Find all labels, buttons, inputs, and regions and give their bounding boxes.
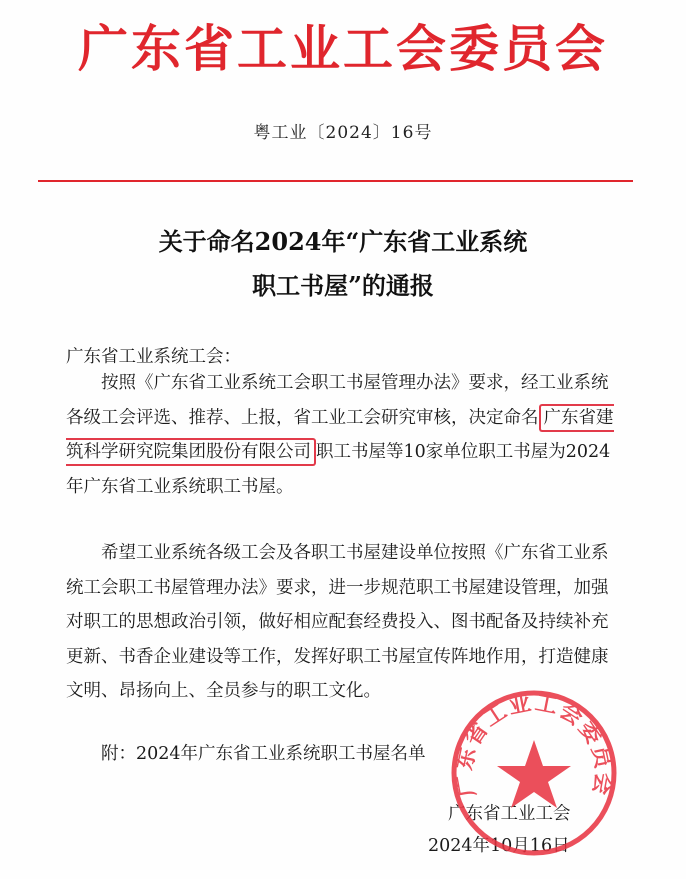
notice-title — [0, 220, 686, 308]
attachment-line: 附：2024年广东省工业系统职工书屋名单 — [101, 744, 426, 764]
document-header-organization: 广东省工业工会委员会 — [78, 20, 608, 78]
highlighted-company-name: 广东省建筑科学研究院集团股份有限公司 — [66, 404, 614, 467]
seal-text: 广东省工业工会委员会 — [452, 690, 616, 799]
notice-title-line1: 关于命名2024年“广东省工业系统 — [158, 227, 528, 256]
paragraph-2: 希望工业系统各级工会及各职工书屋建设单位按照《广东省工业系统工会职工书屋管理办法》要求，进一步规范职工书屋建设管理，加强对职工的思想政治引领，做好相应配套经费投入、图书配备及持续补充更新、书香企业建设等工作，发挥好职工书屋宣传阵地作用，打造健康文明、昂扬向上、全员参与的职工文化。 — [66, 543, 609, 701]
official-seal-stamp — [449, 688, 619, 858]
signer-organization: 广东省工业工会 — [448, 804, 571, 824]
paragraph-1-before: 按照《广东省工业系统工会职工书屋管理办法》要求，经工业系统各级工会评选、推荐、上报，省工业工会研究审核，决定命名 — [66, 373, 609, 428]
salutation: 广东省工业系统工会： — [66, 347, 241, 367]
notice-title-line2: 职工书屋”的通报 — [252, 271, 434, 300]
document-number: 粤工业〔2024〕16号 — [253, 123, 433, 143]
paragraph-1 — [66, 366, 621, 504]
signature-date: 2024年10月16日 — [428, 836, 570, 856]
paragraph-1-after: 职工书屋等10家单位职工书屋为2024年广东省工业系统职工书屋。 — [66, 442, 611, 497]
red-divider-line — [38, 180, 633, 182]
seal-star-icon — [497, 740, 571, 808]
